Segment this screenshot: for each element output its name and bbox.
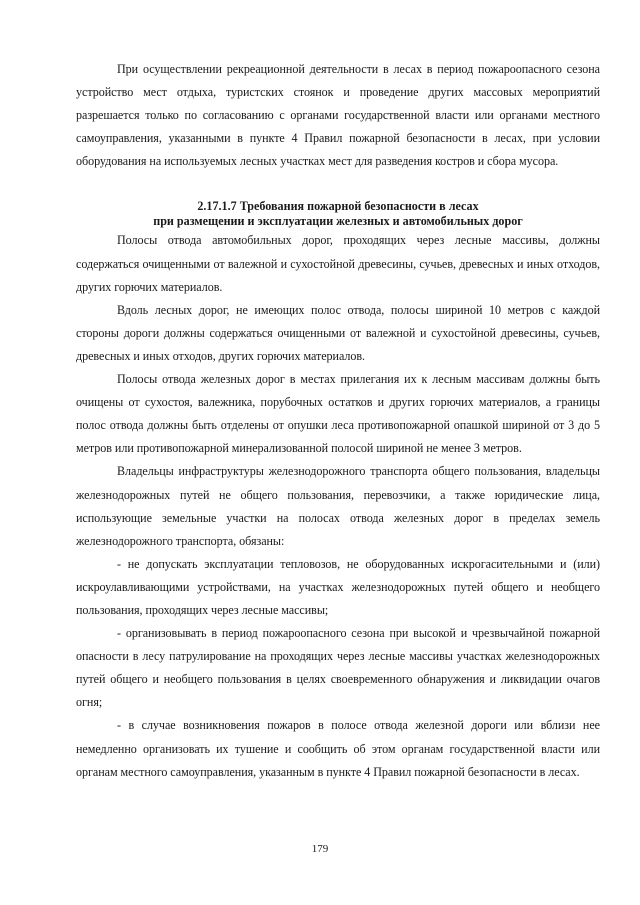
paragraph-road-strips: Полосы отвода автомобильных дорог, проходящих через лесные массивы, должны содержаться очищенными от валежной и сухостойной древесины, сучьев, древесных и иных отходов, других горючих материалов. xyxy=(76,233,600,294)
section-heading-line-1: 2.17.1.7 Требования пожарной безопасности в лесах xyxy=(197,199,479,214)
section-heading xyxy=(76,199,600,229)
paragraph-forest-roads: Вдоль лесных дорог, не имеющих полос отвода, полосы шириной 10 метров с каждой стороны дороги должны содержаться очищенными от валежной и сухостойной древесины, сучьев, древесных и иных отходов, других горючих материалов. xyxy=(76,302,600,363)
list-item-locomotives: - не допускать эксплуатации тепловозов, не оборудованных искрогасительными и (или) искроулавливающими устройствами, на участках железнодорожных путей общего и необщего пользования, проходящих через лесные массивы; xyxy=(76,556,600,617)
list-item-fire-response: - в случае возникновения пожаров в полосе отвода железной дороги или вблизи нее немедленно организовать их тушение и сообщить об этом органам государственной власти или органам местного самоуправления, указанным в пункте 4 Правил пожарной безопасности в лесах. xyxy=(76,718,600,779)
page-number: 179 xyxy=(311,843,329,855)
paragraph-railway-owners: Владельцы инфраструктуры железнодорожного транспорта общего пользования, владельцы железнодорожных путей не общего пользования, перевозчики, а также юридические лица, использующие земельные участки на полосах отвода железных дорог в пределах земель железнодорожного транспорта, обязаны: xyxy=(76,464,600,548)
paragraph-railway-strips: Полосы отвода железных дорог в местах прилегания их к лесным массивам должны быть очищены от сухостоя, валежника, порубочных остатков и других горючих материалов, а границы полос отвода должны быть отделены от опушки леса противопожарной опашкой шириной от 3 до 5 метров или противопожарной минерализованной полосой шириной не менее 3 метров. xyxy=(76,372,600,456)
document-page xyxy=(76,58,600,784)
list-item-patrolling: - организовывать в период пожароопасного сезона при высокой и чрезвычайной пожарной опасности в лесу патрулирование на проходящих через лесные массивы участках железнодорожных путей общего и необщего пользования в целях своевременного обнаружения и ликвидации очагов огня; xyxy=(76,626,600,710)
paragraph-recreation: При осуществлении рекреационной деятельности в лесах в период пожароопасного сезона устройство мест отдыха, туристских стоянок и проведение других массовых мероприятий разрешается только по согласованию с органами государственной власти или органами местного самоуправления, указанными в пункте 4 Правил пожарной безопасности в лесах, при условии оборудования на используемых лесных участках мест для разведения костров и сбора мусора. xyxy=(76,62,600,169)
section-heading-line-2: при размещении и эксплуатации железных и автомобильных дорог xyxy=(153,214,523,229)
